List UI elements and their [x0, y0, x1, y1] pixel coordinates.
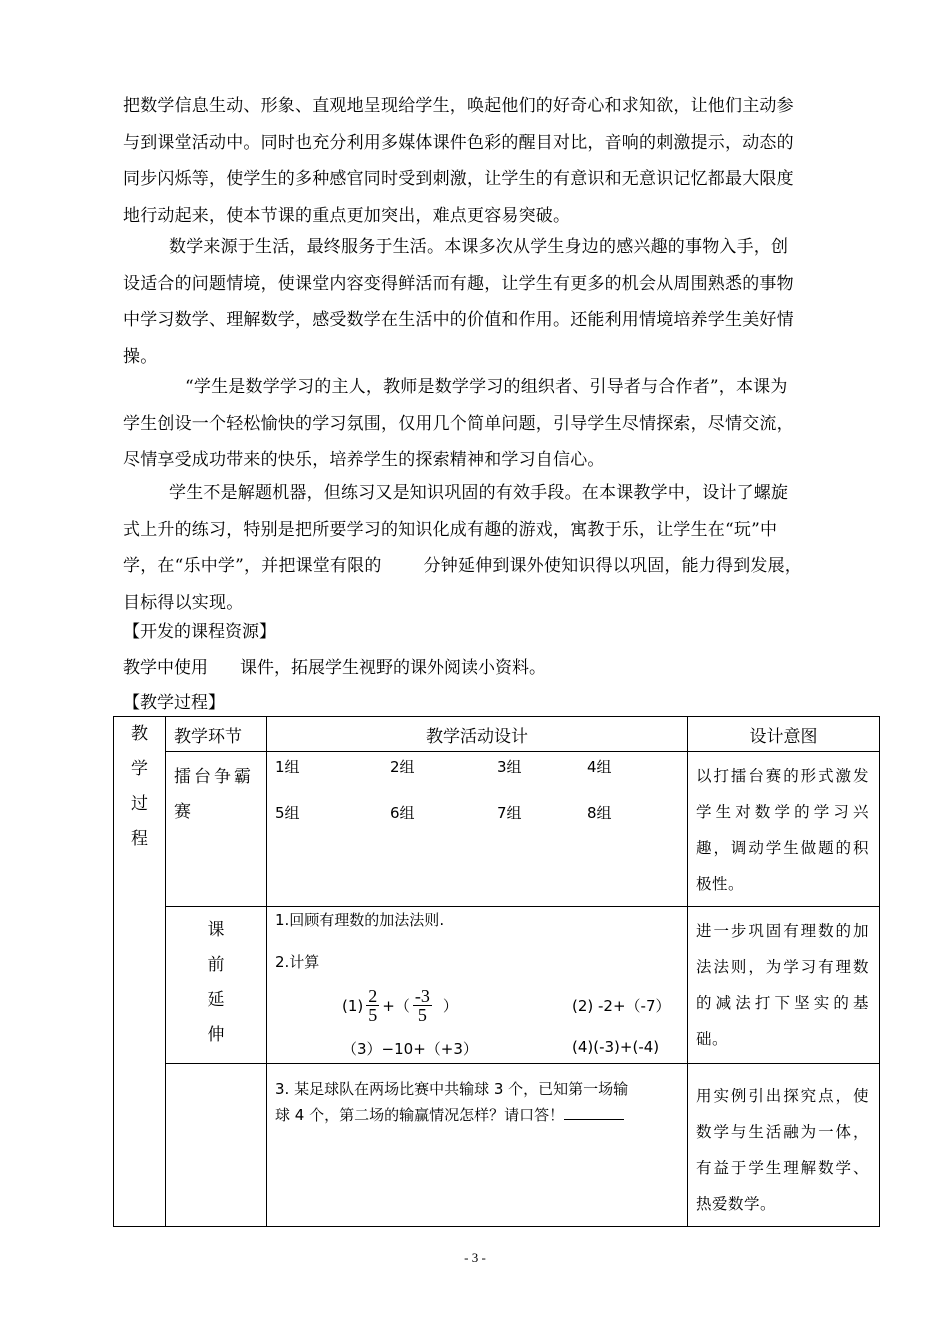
exercise-item-2: 2.计算 [275, 953, 320, 971]
text-line: 学生创设一个轻松愉快的学习氛围，仅用几个简单问题，引导学生尽情探索，尽情交流， [123, 413, 794, 434]
question-text: 球 4 个，第二场的输赢情况怎样？请口答！ [275, 1106, 565, 1124]
vertical-char: 学 [131, 759, 148, 779]
exercise-1 [342, 987, 458, 1024]
group-label: 4组 [587, 758, 612, 776]
text-segment: 学，在“乐中学”，并把课堂有限的 [123, 556, 382, 576]
group-label: 7组 [497, 804, 522, 822]
vertical-char: 伸 [207, 1025, 225, 1045]
intent-cell-question: 用实例引出探究点，使数学与生活融为一体，有益于学生理解数学、热爱数学。 [688, 1064, 880, 1227]
group-label: 3组 [497, 758, 522, 776]
text-line: 操。 [123, 346, 158, 367]
exercise-4: (4)(-3)+(-4) [572, 1038, 660, 1056]
text-line: 数学来源于生活，最终服务于生活。本课多次从学生身边的感兴趣的事物入手，创 [169, 237, 789, 257]
paragraph-3 [123, 369, 873, 479]
group-label: 6组 [390, 804, 415, 822]
paragraph-1 [123, 88, 873, 234]
text-line: 中学习数学、理解数学，感受数学在生活中的价值和作用。还能利用情境培养学生美好情 [123, 310, 794, 330]
paragraph-4 [123, 475, 873, 621]
text-line: 地行动起来，使本节课的重点更加突出，难点更容易突破。 [123, 205, 571, 226]
text-line: 式上升的练习，特别是把所要学习的知识化成有趣的游戏，寓教于乐，让学生在“玩”中 [123, 519, 778, 540]
group-label: 2组 [390, 758, 415, 776]
page-number: - 3 - [464, 1250, 486, 1265]
vertical-char: 过 [131, 794, 148, 814]
numerator: 2 [368, 986, 378, 1006]
design-cell-question [267, 1064, 688, 1227]
text-line: 把数学信息生动、形象、直观地呈现给学生，唤起他们的好奇心和求知欲，让他们主动参 [123, 96, 794, 116]
vertical-char: 程 [131, 829, 148, 849]
close-paren: ） [442, 997, 458, 1015]
section-heading-resources: 【开发的课程资源】 [123, 622, 276, 642]
text-line: “学生是数学学习的主人，教师是数学学习的组织者、引导者与合作者”，本课为 [185, 377, 788, 397]
header-stage: 教学环节 [166, 717, 267, 752]
vertical-char: 课 [207, 920, 225, 940]
question-line [275, 1102, 679, 1128]
text-segment: 分钟延伸到课外使知识得以巩固，能力得到发展， [423, 556, 802, 576]
exercise-item-1: 1.回顾有理数的加法法则. [275, 911, 445, 929]
numerator: -3 [414, 986, 430, 1006]
text-segment: 课件，拓展学生视野的课外阅读小资料。 [240, 658, 546, 678]
fraction [413, 987, 432, 1024]
operator: +（ [382, 997, 410, 1015]
denominator: 5 [417, 1005, 427, 1025]
vertical-char: 延 [207, 990, 225, 1010]
text-line: 目标得以实现。 [123, 592, 244, 613]
paragraph-2 [123, 229, 873, 375]
exercise-label: (1) [342, 996, 364, 1015]
text-line: 与到课堂活动中。同时也充分利用多媒体课件色彩的醒目对比，音响的刺激提示，动态的 [123, 132, 794, 153]
text-line: 学生不是解题机器，但练习又是知识巩固的有效手段。在本课教学中，设计了螺旋 [169, 483, 789, 503]
exercise-3: （3）−10+（+3） [342, 1040, 478, 1058]
denominator: 5 [368, 1005, 378, 1025]
vertical-char: 教 [131, 724, 148, 744]
text-line: 尽情享受成功带来的快乐，培养学生的探索精神和学习自信心。 [123, 450, 605, 470]
teaching-process-table [113, 716, 880, 1227]
text-line: 同步闪烁等，使学生的多种感官同时受到刺激，让学生的有意识和无意识记忆都最大限度 [123, 169, 794, 189]
group-label: 5组 [275, 804, 300, 822]
stage-cell-competition: 擂台争霸赛 [166, 752, 267, 907]
fraction [366, 987, 379, 1024]
design-cell-groups [267, 752, 688, 907]
stage-cell-empty [166, 1064, 267, 1227]
intent-cell-preclass: 进一步巩固有理数的加法法则，为学习有理数的减法打下坚实的基础。 [688, 907, 880, 1064]
text-line: 设适合的问题情境，使课堂内容变得鲜活而有趣，让学生有更多的机会从周围熟悉的事物 [123, 273, 794, 294]
resources-text [123, 653, 546, 683]
section-heading-process: 【教学过程】 [123, 693, 225, 713]
group-label: 8组 [587, 804, 612, 822]
answer-blank [564, 1105, 624, 1120]
vertical-label-cell [114, 717, 166, 1227]
question-line: 3. 某足球队在两场比赛中共输球 3 个，已知第一场输 [275, 1080, 629, 1098]
vertical-char: 前 [207, 955, 225, 975]
intent-cell-competition: 以打擂台赛的形式激发学生对数学的学习兴趣，调动学生做题的积极性。 [688, 752, 880, 907]
stage-cell-preclass [166, 907, 267, 1064]
text-segment: 教学中使用 [123, 658, 208, 678]
text-line [123, 548, 873, 585]
header-design: 教学活动设计 [267, 717, 688, 752]
header-intent: 设计意图 [688, 717, 880, 752]
group-label: 1组 [275, 758, 300, 776]
exercise-2: (2) -2+（-7） [572, 997, 671, 1015]
design-cell-exercises [267, 907, 688, 1064]
